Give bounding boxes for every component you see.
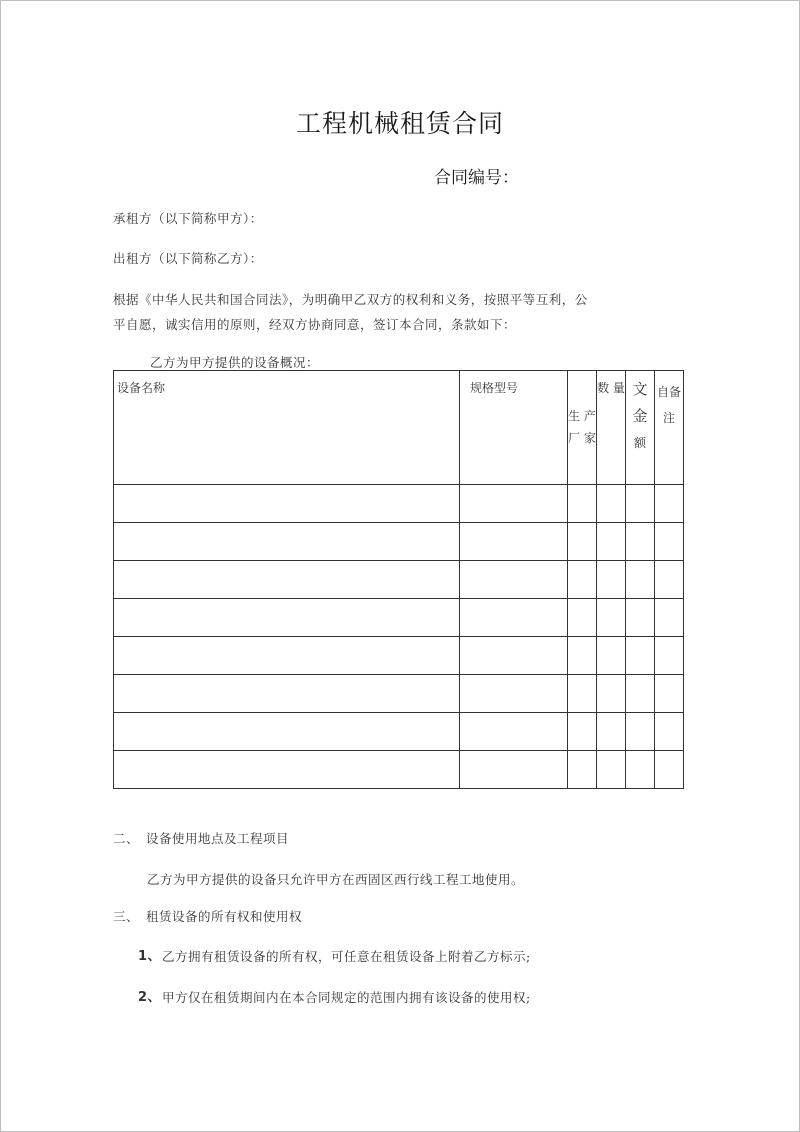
- cell-amount[interactable]: [626, 561, 655, 599]
- cell-quantity[interactable]: [597, 523, 626, 561]
- equipment-table: [113, 370, 684, 789]
- table-row: [114, 561, 684, 599]
- section-2-heading: 设备使用地点及工程项目: [146, 831, 290, 846]
- table-row: [114, 713, 684, 751]
- cell-amount[interactable]: [626, 485, 655, 523]
- cell-model[interactable]: [460, 751, 568, 789]
- cell-quantity[interactable]: [597, 561, 626, 599]
- cell-quantity[interactable]: [597, 485, 626, 523]
- table-row: [114, 599, 684, 637]
- cell-quantity[interactable]: [597, 637, 626, 675]
- lessor-line: 出租方（以下简称乙方）：: [113, 251, 263, 266]
- table-row: [114, 523, 684, 561]
- cell-manufacturer[interactable]: [568, 637, 597, 675]
- cell-remarks[interactable]: [655, 713, 684, 751]
- cell-amount[interactable]: [626, 599, 655, 637]
- cell-remarks[interactable]: [655, 485, 684, 523]
- section-3-item-1-number: 1、: [138, 949, 162, 964]
- section-3-item-1-text: 乙方拥有租赁设备的所有权，可任意在租赁设备上附着乙方标示;: [162, 949, 531, 964]
- cell-amount[interactable]: [626, 523, 655, 561]
- cell-remarks[interactable]: [655, 637, 684, 675]
- cell-model[interactable]: [460, 561, 568, 599]
- cell-amount[interactable]: [626, 751, 655, 789]
- cell-quantity[interactable]: [597, 675, 626, 713]
- cell-manufacturer[interactable]: [568, 751, 597, 789]
- section-3-number: 三、: [113, 909, 140, 924]
- cell-equipment-name[interactable]: [114, 675, 460, 713]
- header-equipment-name: 设备名称: [114, 371, 460, 485]
- cell-manufacturer[interactable]: [568, 523, 597, 561]
- table-caption: 乙方为甲方提供的设备概况：: [150, 355, 320, 370]
- cell-quantity[interactable]: [597, 599, 626, 637]
- preamble-line-1: 根据《中华人民共和国合同法》，为明确甲乙双方的权利和义务，按照平等互利，公: [113, 292, 588, 307]
- cell-model[interactable]: [460, 713, 568, 751]
- cell-model[interactable]: [460, 523, 568, 561]
- cell-model[interactable]: [460, 485, 568, 523]
- cell-amount[interactable]: [626, 675, 655, 713]
- preamble-line-2: 平自愿，诚实信用的原则，经双方协商同意，签订本合同，条款如下：: [113, 317, 517, 332]
- header-model: 规格型号: [460, 371, 568, 485]
- table-row: [114, 637, 684, 675]
- cell-equipment-name[interactable]: [114, 523, 460, 561]
- document-title: 工程机械租赁合同: [295, 109, 504, 138]
- cell-manufacturer[interactable]: [568, 713, 597, 751]
- header-amount: 文金 额: [626, 371, 655, 485]
- cell-remarks[interactable]: [655, 751, 684, 789]
- section-2-body: 乙方为甲方提供的设备只允许甲方在西固区西行线工程工地使用。: [147, 872, 525, 887]
- cell-equipment-name[interactable]: [114, 713, 460, 751]
- cell-model[interactable]: [460, 637, 568, 675]
- cell-equipment-name[interactable]: [114, 485, 460, 523]
- cell-manufacturer[interactable]: [568, 599, 597, 637]
- contract-number-label: 合同编号：: [434, 168, 519, 188]
- header-remarks: 自备 注: [655, 371, 684, 485]
- table-header-row: [114, 371, 684, 485]
- cell-remarks[interactable]: [655, 599, 684, 637]
- cell-manufacturer[interactable]: [568, 485, 597, 523]
- cell-remarks[interactable]: [655, 561, 684, 599]
- header-manufacturer: 生 产 厂 家: [568, 371, 597, 485]
- cell-model[interactable]: [460, 675, 568, 713]
- cell-quantity[interactable]: [597, 713, 626, 751]
- cell-manufacturer[interactable]: [568, 561, 597, 599]
- cell-model[interactable]: [460, 599, 568, 637]
- cell-manufacturer[interactable]: [568, 675, 597, 713]
- lessee-line: 承租方（以下简称甲方）：: [113, 211, 263, 226]
- cell-quantity[interactable]: [597, 751, 626, 789]
- section-3-item-2-number: 2、: [138, 990, 162, 1005]
- section-3-item-2-text: 甲方仅在租赁期间内在本合同规定的范围内拥有该设备的使用权;: [162, 990, 531, 1005]
- table-row: [114, 675, 684, 713]
- header-quantity: 数 量: [597, 371, 626, 485]
- cell-equipment-name[interactable]: [114, 599, 460, 637]
- section-3-heading: 租赁设备的所有权和使用权: [146, 909, 303, 924]
- cell-equipment-name[interactable]: [114, 637, 460, 675]
- cell-equipment-name[interactable]: [114, 561, 460, 599]
- cell-equipment-name[interactable]: [114, 751, 460, 789]
- cell-remarks[interactable]: [655, 675, 684, 713]
- table-row: [114, 485, 684, 523]
- cell-remarks[interactable]: [655, 523, 684, 561]
- cell-amount[interactable]: [626, 637, 655, 675]
- table-row: [114, 751, 684, 789]
- section-2-number: 二、: [113, 831, 140, 846]
- cell-amount[interactable]: [626, 713, 655, 751]
